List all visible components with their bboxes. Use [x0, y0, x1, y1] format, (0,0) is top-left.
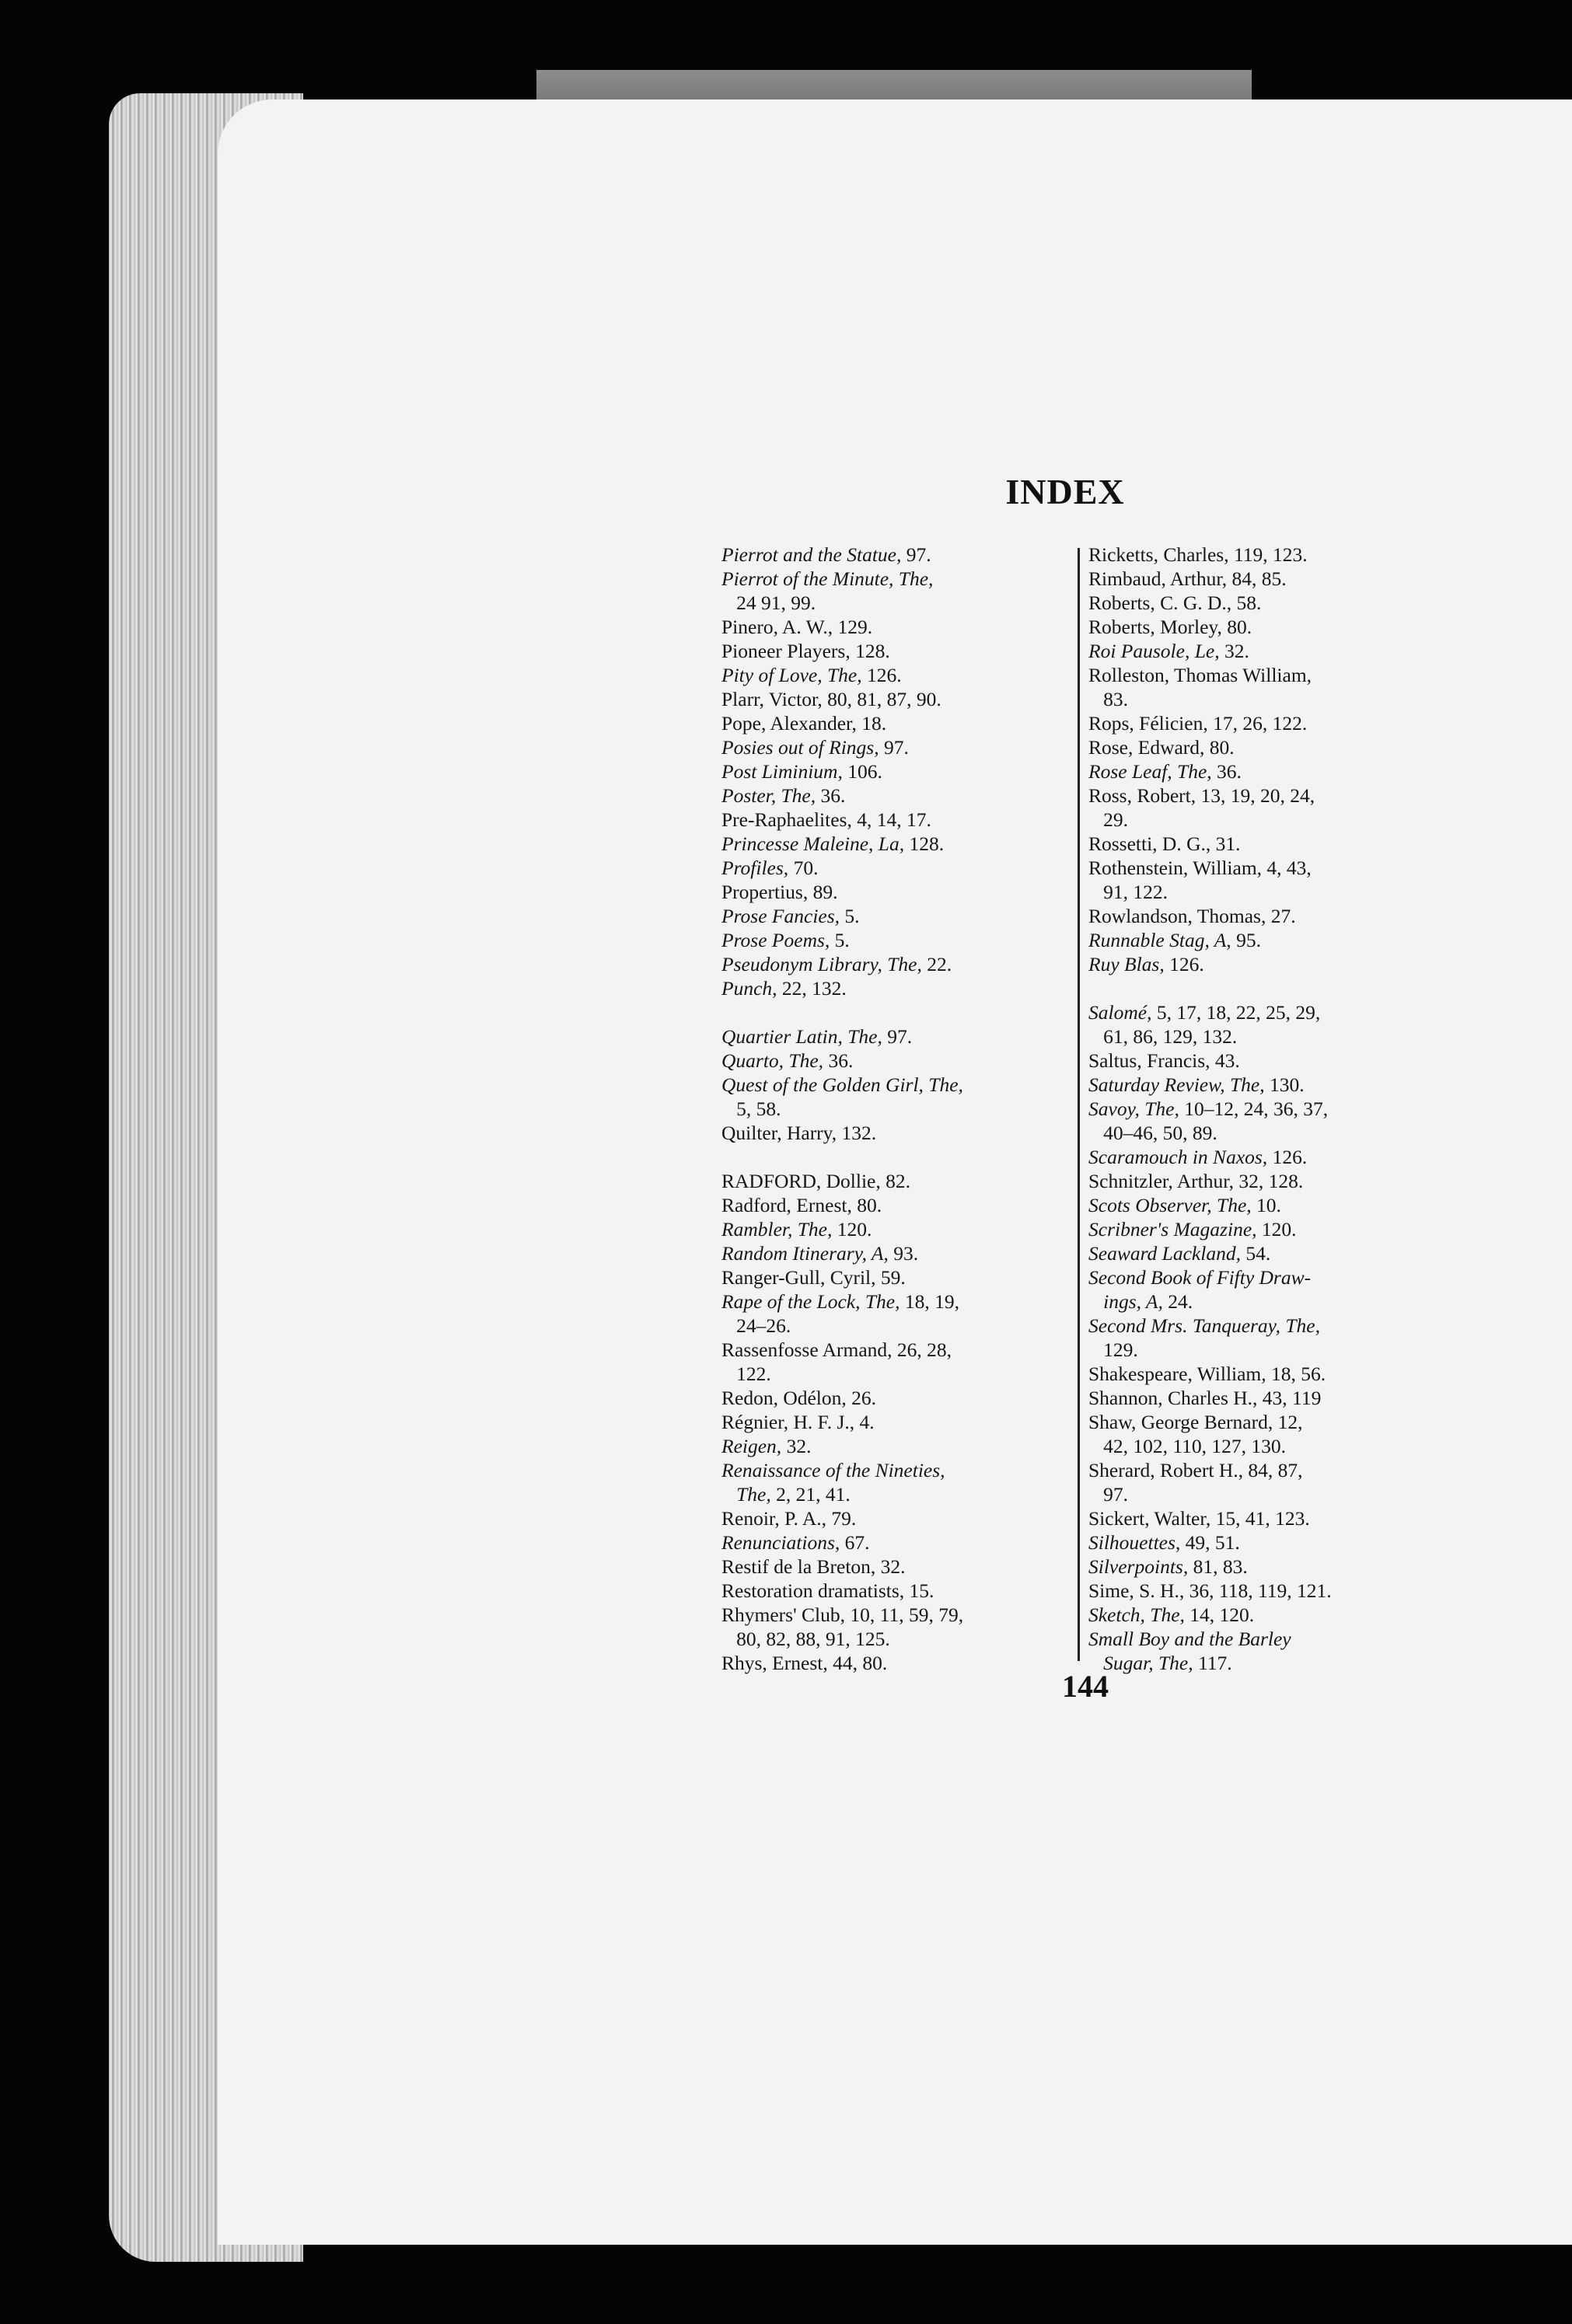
- index-entry-text: Shannon, Charles H., 43, 119: [1088, 1387, 1322, 1409]
- index-entry: [721, 808, 1048, 832]
- index-section-gap: [1088, 976, 1423, 1000]
- index-entry: [1088, 1603, 1423, 1627]
- index-entry: [1088, 904, 1423, 928]
- index-entry: [1088, 759, 1423, 783]
- index-entry: [1088, 1049, 1423, 1073]
- index-entry-title: Prose Fancies,: [721, 905, 840, 927]
- index-entry-text: Ricketts, Charles, 119, 123.: [1088, 543, 1308, 566]
- index-section-gap: [721, 1000, 1048, 1024]
- index-entry: [721, 880, 1048, 904]
- index-entry-title: Quest of the Golden Girl, The,: [721, 1073, 963, 1096]
- index-entry-text: 36.: [1211, 760, 1242, 783]
- index-entry: [721, 976, 1048, 1000]
- index-entry-text: 2, 21, 41.: [770, 1483, 851, 1506]
- index-entry-text: 93.: [888, 1242, 919, 1265]
- index-entry-text: 32.: [781, 1435, 812, 1457]
- index-entry-text: 97.: [879, 736, 909, 759]
- index-entry-text: 10–12, 24, 36, 37, 40–46, 50, 89.: [1103, 1097, 1329, 1144]
- index-entry-text: 54.: [1240, 1242, 1271, 1265]
- index-entry-title: Quartier Latin, The,: [721, 1025, 882, 1048]
- index-entry-text: 126.: [1267, 1146, 1308, 1168]
- index-entry-text: Restif de la Breton, 32.: [721, 1555, 906, 1578]
- index-entry-title: Post Liminium,: [721, 760, 843, 783]
- index-entry-text: RADFORD, Dollie, 82.: [721, 1170, 910, 1192]
- index-entry-text: Renoir, P. A., 79.: [721, 1507, 857, 1530]
- index-entry: [1088, 1265, 1423, 1314]
- index-entry: [1088, 615, 1423, 639]
- index-entry: [1088, 1579, 1423, 1603]
- index-entry: [721, 1386, 1048, 1410]
- index-entry-text: Pre-Raphaelites, 4, 14, 17.: [721, 808, 931, 831]
- index-entry: [721, 1410, 1048, 1434]
- index-entry-text: 130.: [1264, 1073, 1305, 1096]
- index-entry-text: 129.: [1103, 1338, 1138, 1361]
- index-entry-text: 67.: [840, 1531, 870, 1554]
- index-entry-text: Shakespeare, William, 18, 56.: [1088, 1363, 1326, 1385]
- index-entry: [721, 783, 1048, 808]
- index-entry-text: 36.: [823, 1049, 854, 1072]
- index-entry: [1088, 1627, 1423, 1675]
- index-entry-text: Quilter, Harry, 132.: [721, 1122, 877, 1144]
- index-entry: [1088, 1000, 1423, 1049]
- index-entry-title: Pierrot and the Statue,: [721, 543, 902, 566]
- index-entry-title: Scaramouch in Naxos,: [1088, 1146, 1268, 1168]
- index-entry-text: 14, 120.: [1184, 1603, 1255, 1626]
- index-entry: [1088, 1145, 1423, 1169]
- index-entry-title: Reigen,: [721, 1435, 782, 1457]
- index-entry: [721, 1241, 1048, 1265]
- index-entry-title: Poster, The,: [721, 784, 816, 807]
- index-entry-text: 97.: [882, 1025, 913, 1048]
- index-entry-text: 5, 58.: [736, 1097, 781, 1120]
- index-entry-text: 70.: [788, 857, 819, 879]
- index-entry: [721, 1555, 1048, 1579]
- index-entry-title: Seaward Lackland,: [1088, 1242, 1241, 1265]
- index-entry-text: Pope, Alexander, 18.: [721, 712, 887, 735]
- index-entry: [721, 1169, 1048, 1193]
- index-entry-title: Scots Observer, The,: [1088, 1194, 1252, 1216]
- index-entry-title: Renaissance of the Nineties, The,: [721, 1459, 945, 1506]
- index-entry-text: 128.: [904, 832, 945, 855]
- index-entry-text: 49, 51.: [1180, 1531, 1240, 1554]
- index-entry-title: Random Itinerary, A,: [721, 1242, 889, 1265]
- index-entry-text: 117.: [1193, 1652, 1232, 1674]
- index-entry-text: Plarr, Victor, 80, 81, 87, 90.: [721, 688, 941, 710]
- index-entry-text: Régnier, H. F. J., 4.: [721, 1411, 875, 1433]
- index-entry-text: 22, 132.: [777, 977, 847, 1000]
- index-entry: [721, 1603, 1048, 1651]
- index-entry-text: Sickert, Walter, 15, 41, 123.: [1088, 1507, 1310, 1530]
- index-entry-title: Princesse Maleine, La,: [721, 832, 905, 855]
- index-entry-text: 10.: [1251, 1194, 1281, 1216]
- index-entry: [1088, 1386, 1423, 1410]
- index-entry: [721, 1217, 1048, 1241]
- index-entry: [721, 1651, 1048, 1675]
- index-entry-text: 5, 17, 18, 22, 25, 29, 61, 86, 129, 132.: [1103, 1001, 1321, 1048]
- index-entry: [721, 543, 1048, 567]
- index-entry: [1088, 543, 1423, 567]
- index-entry-text: 22.: [921, 953, 952, 975]
- index-entry-text: 24 91, 99.: [736, 591, 816, 614]
- index-entry-title: Second Mrs. Tanqueray, The,: [1088, 1314, 1320, 1337]
- index-entry-title: Saturday Review, The,: [1088, 1073, 1265, 1096]
- index-entry-title: Posies out of Rings,: [721, 736, 879, 759]
- index-entry: [1088, 711, 1423, 735]
- index-entry-title: Runnable Stag, A,: [1088, 929, 1231, 951]
- index-entry-title: Profiles,: [721, 857, 789, 879]
- index-entry-text: 36.: [816, 784, 846, 807]
- index-entry-text: 106.: [842, 760, 882, 783]
- index-entry-title: Rape of the Lock, The,: [721, 1290, 900, 1313]
- index-entry: [721, 1121, 1048, 1145]
- index-entry-text: Rose, Edward, 80.: [1088, 736, 1235, 759]
- index-column-left: [721, 543, 1048, 1675]
- index-entry-text: Rhymers' Club, 10, 11, 59, 79, 80, 82, 88, 91, 125.: [721, 1603, 964, 1650]
- index-entry: [721, 1073, 1048, 1121]
- index-entry-text: 81, 83.: [1188, 1555, 1248, 1578]
- index-entry-text: Rassenfosse Armand, 26, 28, 122.: [721, 1338, 952, 1385]
- index-entry-text: Roberts, C. G. D., 58.: [1088, 591, 1262, 614]
- index-entry-text: Sime, S. H., 36, 118, 119, 121.: [1088, 1579, 1332, 1602]
- index-entry-text: 24.: [1162, 1290, 1193, 1313]
- index-entry-text: 120.: [1256, 1218, 1297, 1241]
- index-entry: [721, 1338, 1048, 1386]
- index-entry: [721, 1289, 1048, 1338]
- index-entry-title: Pity of Love, The,: [721, 664, 862, 686]
- index-entry-text: Saltus, Francis, 43.: [1088, 1049, 1240, 1072]
- index-entry-text: Pinero, A. W., 129.: [721, 616, 873, 638]
- index-entry: [721, 639, 1048, 663]
- index-entry-title: Rose Leaf, The,: [1088, 760, 1212, 783]
- index-entry: [1088, 591, 1423, 615]
- index-entry-text: 5.: [840, 905, 860, 927]
- index-entry: [1088, 1506, 1423, 1530]
- index-entry: [721, 1049, 1048, 1073]
- index-entry-text: Restoration dramatists, 15.: [721, 1579, 934, 1602]
- index-entry-title: Prose Poems,: [721, 929, 830, 951]
- index-entry-title: Pseudonym Library, The,: [721, 953, 922, 975]
- index-entry: [1088, 1410, 1423, 1458]
- index-entry: [721, 928, 1048, 952]
- index-section-gap: [721, 1145, 1048, 1169]
- index-entry: [1088, 1555, 1423, 1579]
- index-entry-text: Redon, Odélon, 26.: [721, 1387, 877, 1409]
- index-entry-title: Scribner's Magazine,: [1088, 1218, 1257, 1241]
- index-entry: [721, 1458, 1048, 1506]
- index-entry: [721, 567, 1048, 615]
- index-entry-title: Silhouettes,: [1088, 1531, 1181, 1554]
- index-entry: [721, 1434, 1048, 1458]
- index-entry-text: Rimbaud, Arthur, 84, 85.: [1088, 567, 1287, 590]
- index-entry-text: 126.: [1164, 953, 1204, 975]
- index-entry: [721, 1530, 1048, 1555]
- index-entry: [1088, 735, 1423, 759]
- index-entry: [721, 759, 1048, 783]
- index-entry-text: 126.: [861, 664, 902, 686]
- index-entry: [721, 687, 1048, 711]
- index-entry: [1088, 1193, 1423, 1217]
- index-entry-title: Rambler, The,: [721, 1218, 833, 1241]
- index-entry: [721, 1024, 1048, 1049]
- index-entry: [1088, 639, 1423, 663]
- index-entry: [721, 711, 1048, 735]
- index-entry-title: Renunciations,: [721, 1531, 840, 1554]
- index-entry: [1088, 1073, 1423, 1097]
- index-entry: [721, 735, 1048, 759]
- index-entry-title: Savoy, The,: [1088, 1097, 1179, 1120]
- index-entry: [721, 832, 1048, 856]
- index-entry-text: Rops, Félicien, 17, 26, 122.: [1088, 712, 1308, 735]
- index-entry: [721, 1579, 1048, 1603]
- index-entry-title: Salomé,: [1088, 1001, 1152, 1024]
- index-entry: [721, 856, 1048, 880]
- index-entry: [1088, 1241, 1423, 1265]
- index-entry-text: Rowlandson, Thomas, 27.: [1088, 905, 1296, 927]
- index-entry: [1088, 928, 1423, 952]
- index-entry-text: Ranger-Gull, Cyril, 59.: [721, 1266, 906, 1289]
- index-entry: [721, 663, 1048, 687]
- index-entry: [1088, 832, 1423, 856]
- index-entry-text: Ross, Robert, 13, 19, 20, 24, 29.: [1088, 784, 1315, 831]
- index-entry-text: 120.: [832, 1218, 872, 1241]
- index-entry: [721, 615, 1048, 639]
- index-entry-text: Rothenstein, William, 4, 43, 91, 122.: [1088, 857, 1312, 903]
- index-entry: [1088, 1530, 1423, 1555]
- index-entry-text: Radford, Ernest, 80.: [721, 1194, 882, 1216]
- page-title: INDEX: [1005, 472, 1125, 511]
- index-entry: [1088, 783, 1423, 832]
- index-entry: [721, 952, 1048, 976]
- index-entry-title: Ruy Blas,: [1088, 953, 1165, 975]
- index-entry: [1088, 856, 1423, 904]
- index-entry: [1088, 1362, 1423, 1386]
- index-entry-title: Roi Pausole, Le,: [1088, 640, 1220, 662]
- index-entry: [1088, 1169, 1423, 1193]
- index-entry-text: Schnitzler, Arthur, 32, 128.: [1088, 1170, 1304, 1192]
- index-entry-text: 97.: [901, 543, 931, 566]
- index-entry: [1088, 663, 1423, 711]
- index-entry-title: Second Book of Fifty Draw- ings, A,: [1088, 1266, 1312, 1313]
- index-column-right: [1088, 543, 1423, 1675]
- page-number: 144: [1062, 1669, 1109, 1704]
- index-entry-text: Shaw, George Bernard, 12, 42, 102, 110, 127, 130.: [1088, 1411, 1303, 1457]
- index-entry-text: 18, 19, 24–26.: [736, 1290, 959, 1337]
- index-entry-text: 95.: [1231, 929, 1261, 951]
- index-entry-title: Punch,: [721, 977, 777, 1000]
- column-divider: [1078, 548, 1080, 1661]
- index-entry: [1088, 1314, 1423, 1362]
- index-entry-text: Rossetti, D. G., 31.: [1088, 832, 1241, 855]
- index-entry: [1088, 1217, 1423, 1241]
- index-entry-text: 5.: [830, 929, 850, 951]
- index-entry-title: Sketch, The,: [1088, 1603, 1185, 1626]
- index-entry-text: Rolleston, Thomas William, 83.: [1088, 664, 1312, 710]
- index-entry: [1088, 567, 1423, 591]
- index-entry-title: Quarto, The,: [721, 1049, 824, 1072]
- index-entry: [1088, 952, 1423, 976]
- index-entry-text: Pioneer Players, 128.: [721, 640, 890, 662]
- index-entry: [721, 904, 1048, 928]
- index-entry-text: Propertius, 89.: [721, 881, 838, 903]
- index-entry: [721, 1193, 1048, 1217]
- index-entry-text: 32.: [1219, 640, 1249, 662]
- index-entry: [721, 1265, 1048, 1289]
- index-entry: [721, 1506, 1048, 1530]
- index-entry-title: Small Boy and the Barley Sugar, The,: [1088, 1628, 1291, 1674]
- index-entry-title: Pierrot of the Minute, The,: [721, 567, 934, 590]
- index-entry-title: Silverpoints,: [1088, 1555, 1189, 1578]
- index-entry: [1088, 1458, 1423, 1506]
- index-entry-text: Sherard, Robert H., 84, 87, 97.: [1088, 1459, 1303, 1506]
- index-entry-text: Rhys, Ernest, 44, 80.: [721, 1652, 888, 1674]
- index-entry-text: Roberts, Morley, 80.: [1088, 616, 1252, 638]
- index-entry: [1088, 1097, 1423, 1145]
